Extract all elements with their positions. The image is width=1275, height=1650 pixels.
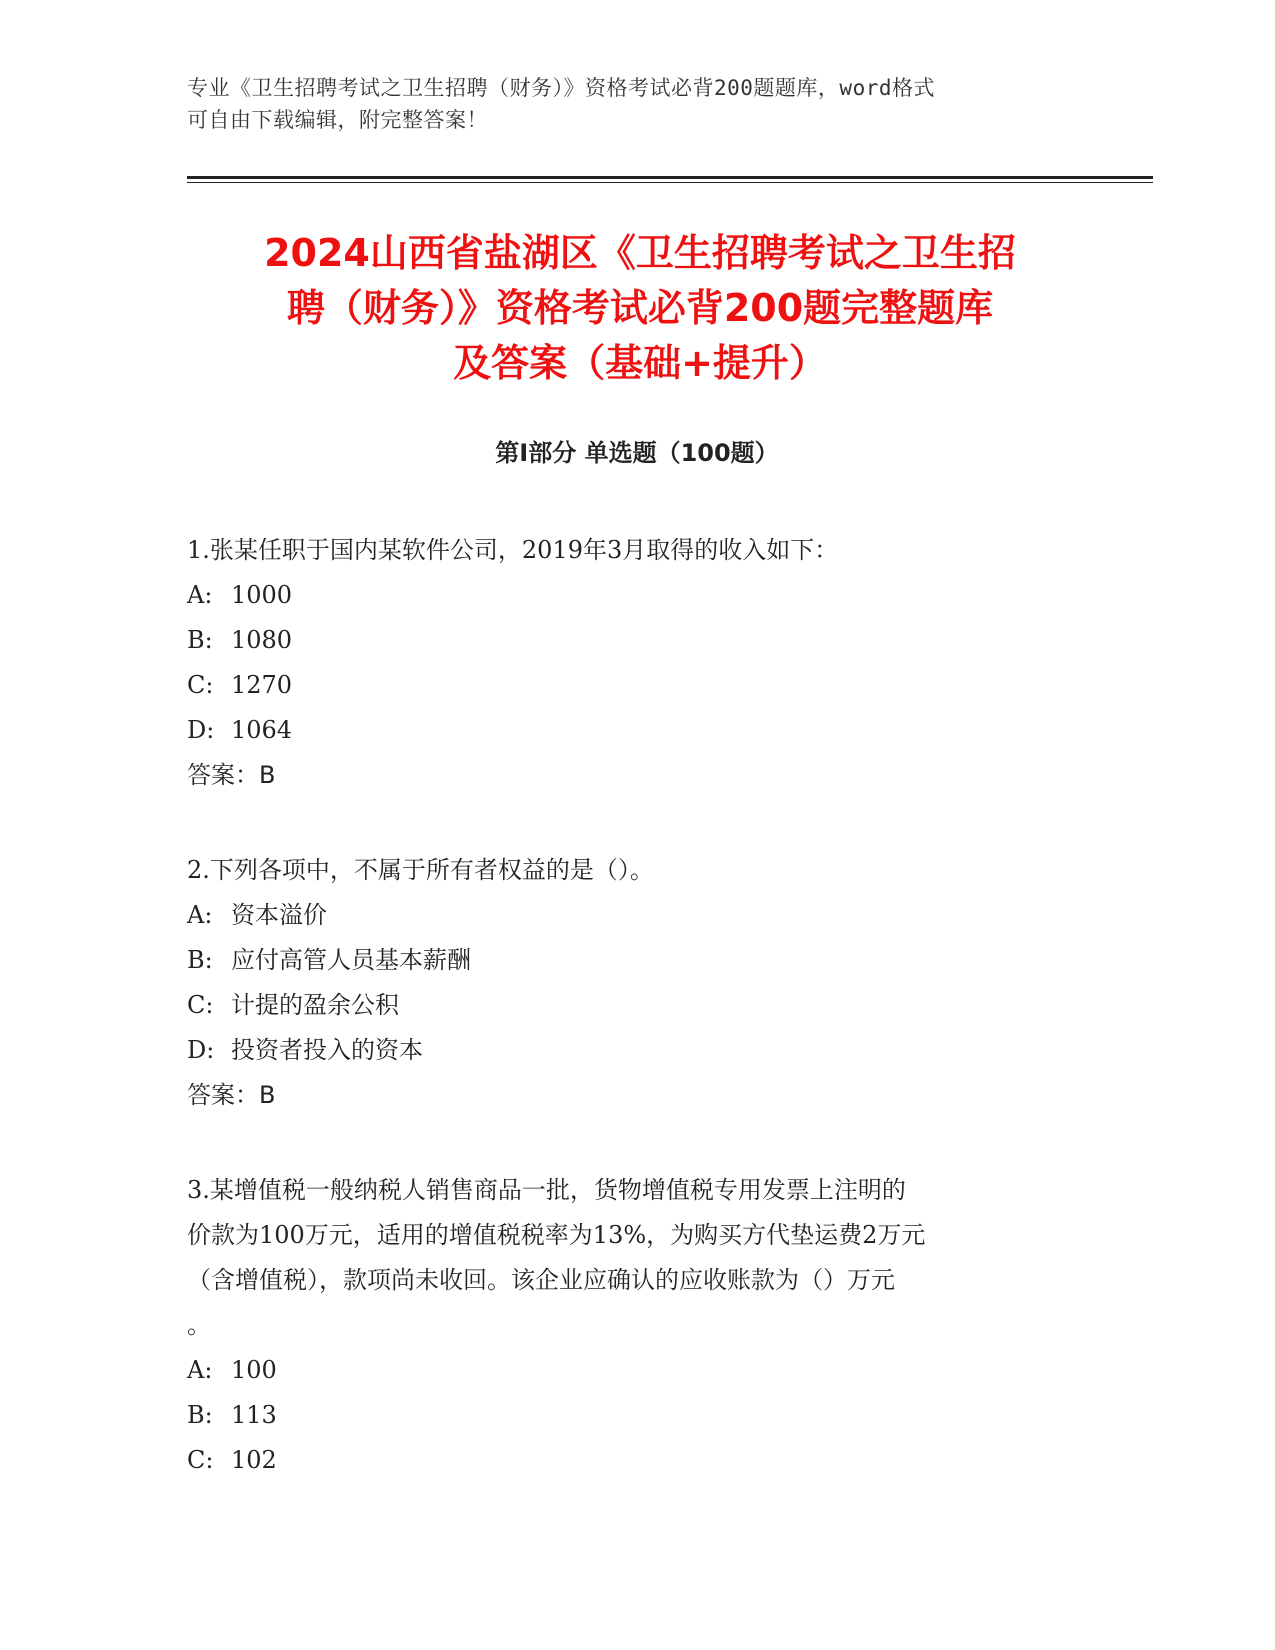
question-option [187,1393,1087,1438]
option-text: 应付高管人员基本薪酬 [231,946,471,974]
section-heading: 第I部分 单选题（100题） [495,439,779,467]
question-stem-line: 价款为100万元，适用的增值税税率为13%，为购买方代垫运费2万元 [187,1221,926,1249]
question-stem-line: （含增值税），款项尚未收回。该企业应确认的应收账款为（）万元 [187,1266,895,1294]
question-option [187,663,1087,708]
question-option [187,893,1087,938]
option-text: 1064 [231,716,293,744]
option-label: A: [187,581,213,609]
option-label: C: [187,1446,214,1474]
title-line-3: 及答案（基础+提升） [453,341,827,385]
option-label: A: [187,901,213,929]
header-note [187,72,1077,136]
question-option [187,1348,1087,1393]
option-text: 投资者投入的资本 [231,1036,423,1064]
option-label: B: [187,626,213,654]
option-label: B: [187,1401,213,1429]
header-note-line-1: 专业《卫生招聘考试之卫生招聘（财务）》资格考试必背200题题库，word格式 [187,76,935,100]
header-note-line-2: 可自由下载编辑，附完整答案！ [187,108,488,132]
option-text: 1080 [231,626,293,654]
question-stem-line: 3.某增值税一般纳税人销售商品一批，货物增值税专用发票上注明的 [187,1176,906,1204]
question-stem-line: 。 [187,1311,211,1339]
question-stem: 1.张某任职于国内某软件公司，2019年3月取得的收入如下： [187,536,839,564]
option-text: 资本溢价 [231,901,327,929]
header-rule-thick [187,176,1153,179]
option-text: 113 [231,1401,277,1429]
option-text: 102 [231,1446,277,1474]
option-text: 1000 [231,581,293,609]
question-answer: 答案：B [187,761,276,789]
question-list [187,528,1087,1483]
option-text: 计提的盈余公积 [231,991,399,1019]
question-item [187,848,1087,1118]
option-text: 1270 [231,671,293,699]
option-label: A: [187,1356,213,1384]
header-rule-thin [187,182,1153,183]
option-label: C: [187,991,214,1019]
question-option [187,618,1087,663]
question-answer: 答案：B [187,1081,276,1109]
option-label: C: [187,671,214,699]
option-text: 100 [231,1356,277,1384]
title-line-1: 2024山西省盐湖区《卫生招聘考试之卫生招 [264,231,1016,275]
question-stem: 2.下列各项中，不属于所有者权益的是（）。 [187,856,654,884]
question-option [187,1028,1087,1073]
question-item [187,1168,1087,1483]
question-option [187,1438,1087,1483]
question-option [187,983,1087,1028]
document-title [180,226,1100,391]
option-label: D: [187,716,215,744]
option-label: D: [187,1036,215,1064]
title-line-2: 聘（财务）》资格考试必背200题完整题库 [286,286,994,330]
question-option [187,938,1087,983]
option-label: B: [187,946,213,974]
question-option [187,573,1087,618]
question-option [187,708,1087,753]
question-item [187,528,1087,798]
